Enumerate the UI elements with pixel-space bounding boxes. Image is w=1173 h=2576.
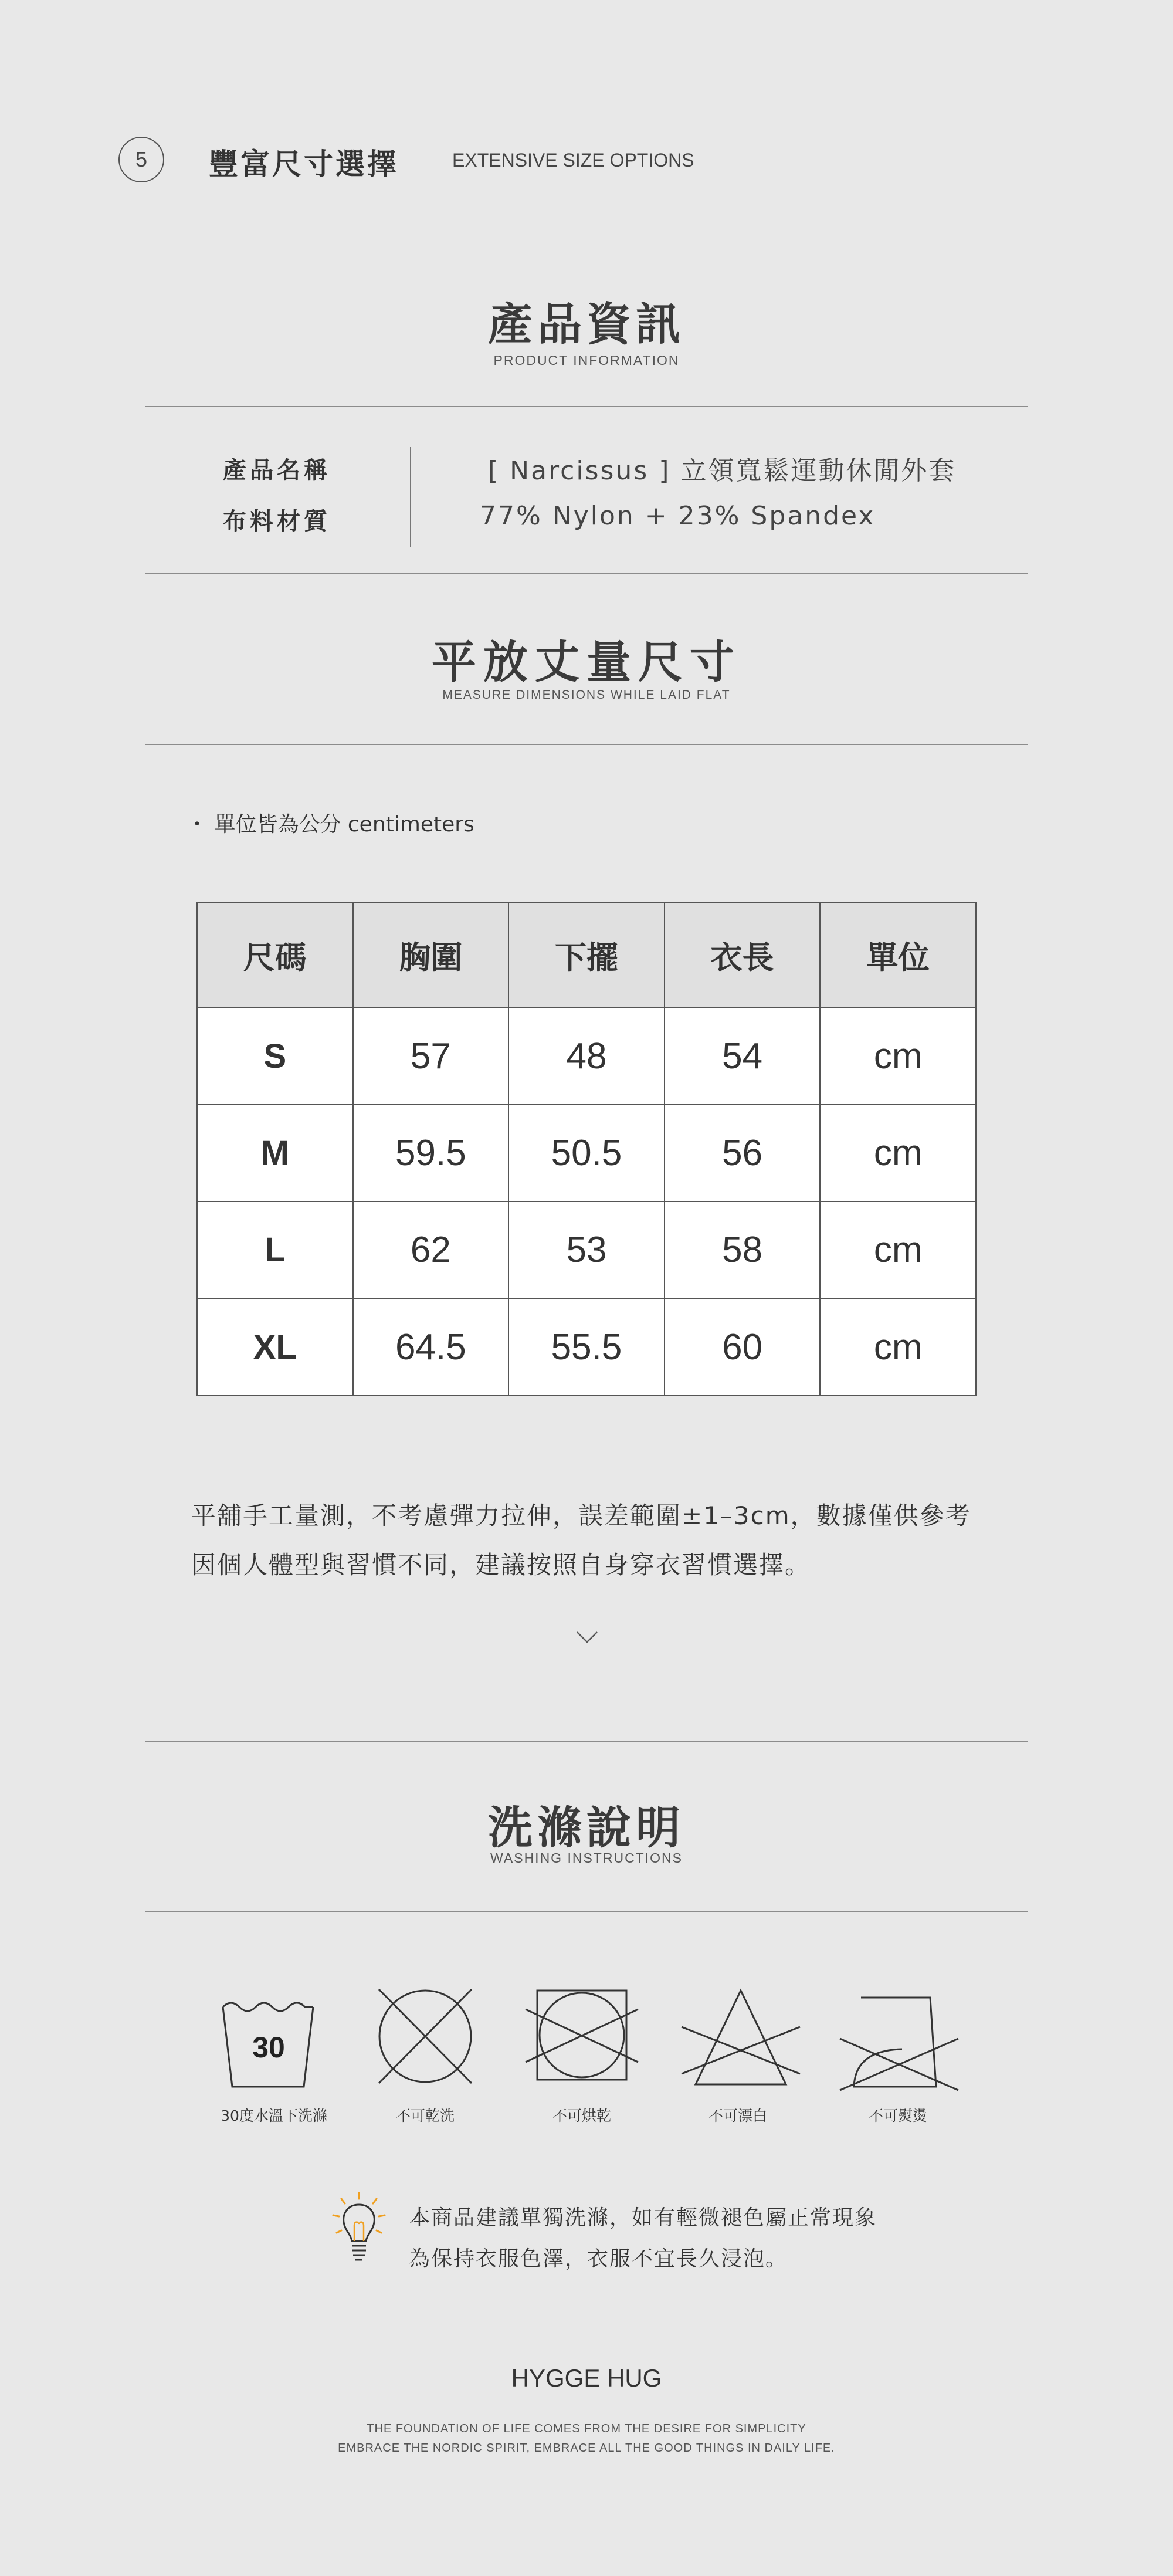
length-cell: 56 [665,1105,821,1201]
divider [145,573,1028,574]
size-table [196,902,977,1396]
divider [145,406,1028,407]
no-dry-clean-icon [375,1986,475,2091]
section-subtitle: EXTENSIVE SIZE OPTIONS [452,150,694,171]
unit-note: ・ 單位皆為公分 centimeters [187,813,474,837]
header-size: 尺碼 [197,903,353,1008]
no-tumble-dry-icon [523,1986,640,2091]
washing-title: 洗滌說明 [488,1802,685,1854]
size-cell: L [197,1201,353,1298]
measure-title: 平放丈量尺寸 [432,636,741,688]
header-length: 衣長 [665,903,821,1008]
length-cell: 60 [665,1299,821,1396]
measurement-note: 平舖手工量測，不考慮彈力拉伸，誤差範圍±1–3cm，數據僅供參考 [191,1501,971,1530]
divider [145,1911,1028,1912]
chest-cell: 62 [353,1201,509,1298]
wash-tip-line-1: 本商品建議單獨洗滌，如有輕微褪色屬正常現象 [409,2206,877,2230]
table-row [197,1105,976,1201]
brand-name: HYGGE HUG [511,2364,662,2392]
unit-cell: cm [820,1299,976,1396]
brand-slogan-2: EMBRACE THE NORDIC SPIRIT, EMBRACE ALL THE GOOD THINGS IN DAILY LIFE. [338,2442,835,2455]
product-info-title: 產品資訊 [488,298,685,350]
section-number-badge: 5 [118,137,164,182]
washing-subtitle: WASHING INSTRUCTIONS [490,1850,683,1866]
hem-cell: 50.5 [508,1105,665,1201]
header-hem: 下擺 [508,903,665,1008]
product-name-value: [ Narcissus ] 立領寬鬆運動休閒外套 [488,456,957,486]
product-info-subtitle: PRODUCT INFORMATION [493,353,680,368]
hem-cell: 53 [508,1201,665,1298]
wash-tip-line-2: 為保持衣服色澤，衣服不宜長久浸泡。 [409,2247,788,2271]
fit-note: 因個人體型與習慣不同，建議按照自身穿衣習慣選擇。 [191,1551,811,1579]
header-unit: 單位 [820,903,976,1008]
unit-cell: cm [820,1008,976,1105]
chevron-down-icon [576,1630,598,1644]
divider [145,744,1028,745]
size-cell: S [197,1008,353,1105]
length-cell: 58 [665,1201,821,1298]
header-chest: 胸圍 [353,903,509,1008]
size-cell: XL [197,1299,353,1396]
no-bleach-label: 不可漂白 [708,2107,767,2124]
measure-subtitle: MEASURE DIMENSIONS WHILE LAID FLAT [442,688,731,702]
no-tumble-dry-label: 不可烘乾 [552,2107,611,2124]
table-row [197,1201,976,1298]
no-iron-icon [838,1986,961,2091]
product-name-label: 產品名稱 [223,457,331,484]
chest-cell: 57 [353,1008,509,1105]
hem-cell: 48 [508,1008,665,1105]
no-dry-clean-label: 不可乾洗 [395,2107,455,2124]
lightbulb-icon [330,2192,388,2266]
chest-cell: 59.5 [353,1105,509,1201]
brand-slogan-1: THE FOUNDATION OF LIFE COMES FROM THE DESIRE FOR SIMPLICITY [367,2422,806,2435]
wash-label: 30度水溫下洗滌 [221,2107,327,2124]
wash-temp-text: 30 [252,2031,285,2064]
unit-cell: cm [820,1201,976,1298]
table-row [197,1008,976,1105]
fabric-label: 布料材質 [223,508,331,535]
wash-30-icon [218,1986,318,2091]
hem-cell: 55.5 [508,1299,665,1396]
table-header-row [197,903,976,1008]
length-cell: 54 [665,1008,821,1105]
info-column-divider [410,447,411,547]
divider [145,1741,1028,1742]
section-title: 豐富尺寸選擇 [209,147,399,181]
no-iron-label: 不可熨燙 [868,2107,927,2124]
unit-cell: cm [820,1105,976,1201]
fabric-value: 77% Nylon + 23% Spandex [480,501,876,531]
size-cell: M [197,1105,353,1201]
chest-cell: 64.5 [353,1299,509,1396]
table-row [197,1299,976,1396]
no-bleach-icon [679,1986,802,2091]
